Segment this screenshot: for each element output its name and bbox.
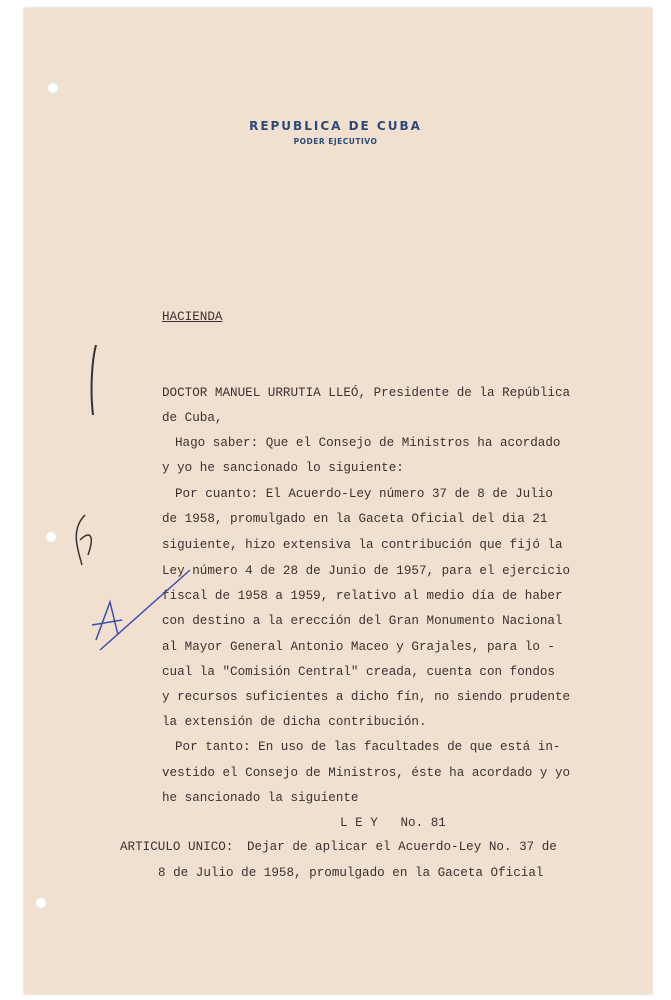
body-line: fiscal de 1958 a 1959, relativo al medio día de haber (162, 589, 563, 603)
letterhead-title: REPUBLICA DE CUBA (249, 119, 422, 133)
body-line: al Mayor General Antonio Maceo y Grajales, para lo - (162, 640, 555, 654)
body-line: y yo he sancionado lo siguiente: (162, 461, 404, 475)
punch-hole (45, 531, 57, 543)
body-line: Por tanto: En uso de las facultades de que está in- (175, 740, 561, 754)
handwritten-marks (60, 340, 200, 660)
punch-hole (47, 82, 59, 94)
body-line: DOCTOR MANUEL URRUTIA LLEÓ, Presidente de la República (162, 386, 571, 400)
body-line: con destino a la erección del Gran Monumento Nacional (162, 614, 563, 628)
body-line: de 1958, promulgado en la Gaceta Oficial del dia 21 (162, 512, 548, 526)
law-title: L E Y No. 81 (340, 816, 446, 830)
body-line: y recursos suficientes a dicho fín, no siendo prudente (162, 690, 571, 704)
letterhead-subtitle: PODER EJECUTIVO (293, 137, 378, 146)
body-line: he sancionado la siguiente (162, 791, 359, 805)
article-line: 8 de Julio de 1958, promulgado en la Gaceta Oficial (158, 866, 544, 880)
body-line: la extensión de dicha contribución. (162, 715, 427, 729)
section-heading: HACIENDA (162, 310, 223, 324)
article-label: ARTICULO UNICO: (120, 840, 234, 854)
body-line: Ley número 4 de 28 de Junio de 1957, para el ejercicio (162, 564, 571, 578)
punch-hole (35, 897, 47, 909)
body-line: Hago saber: Que el Consejo de Ministros ha acordado (175, 436, 561, 450)
body-line: Por cuanto: El Acuerdo-Ley número 37 de 8 de Julio (175, 487, 553, 501)
body-line: siguiente, hizo extensiva la contribución que fijó la (162, 538, 563, 552)
body-line: de Cuba, (162, 411, 223, 425)
body-line: cual la "Comisión Central" creada, cuenta con fondos (162, 665, 555, 679)
body-line: vestido el Consejo de Ministros, éste ha acordado y yo (162, 766, 571, 780)
article-line: Dejar de aplicar el Acuerdo-Ley No. 37 de (247, 840, 557, 854)
